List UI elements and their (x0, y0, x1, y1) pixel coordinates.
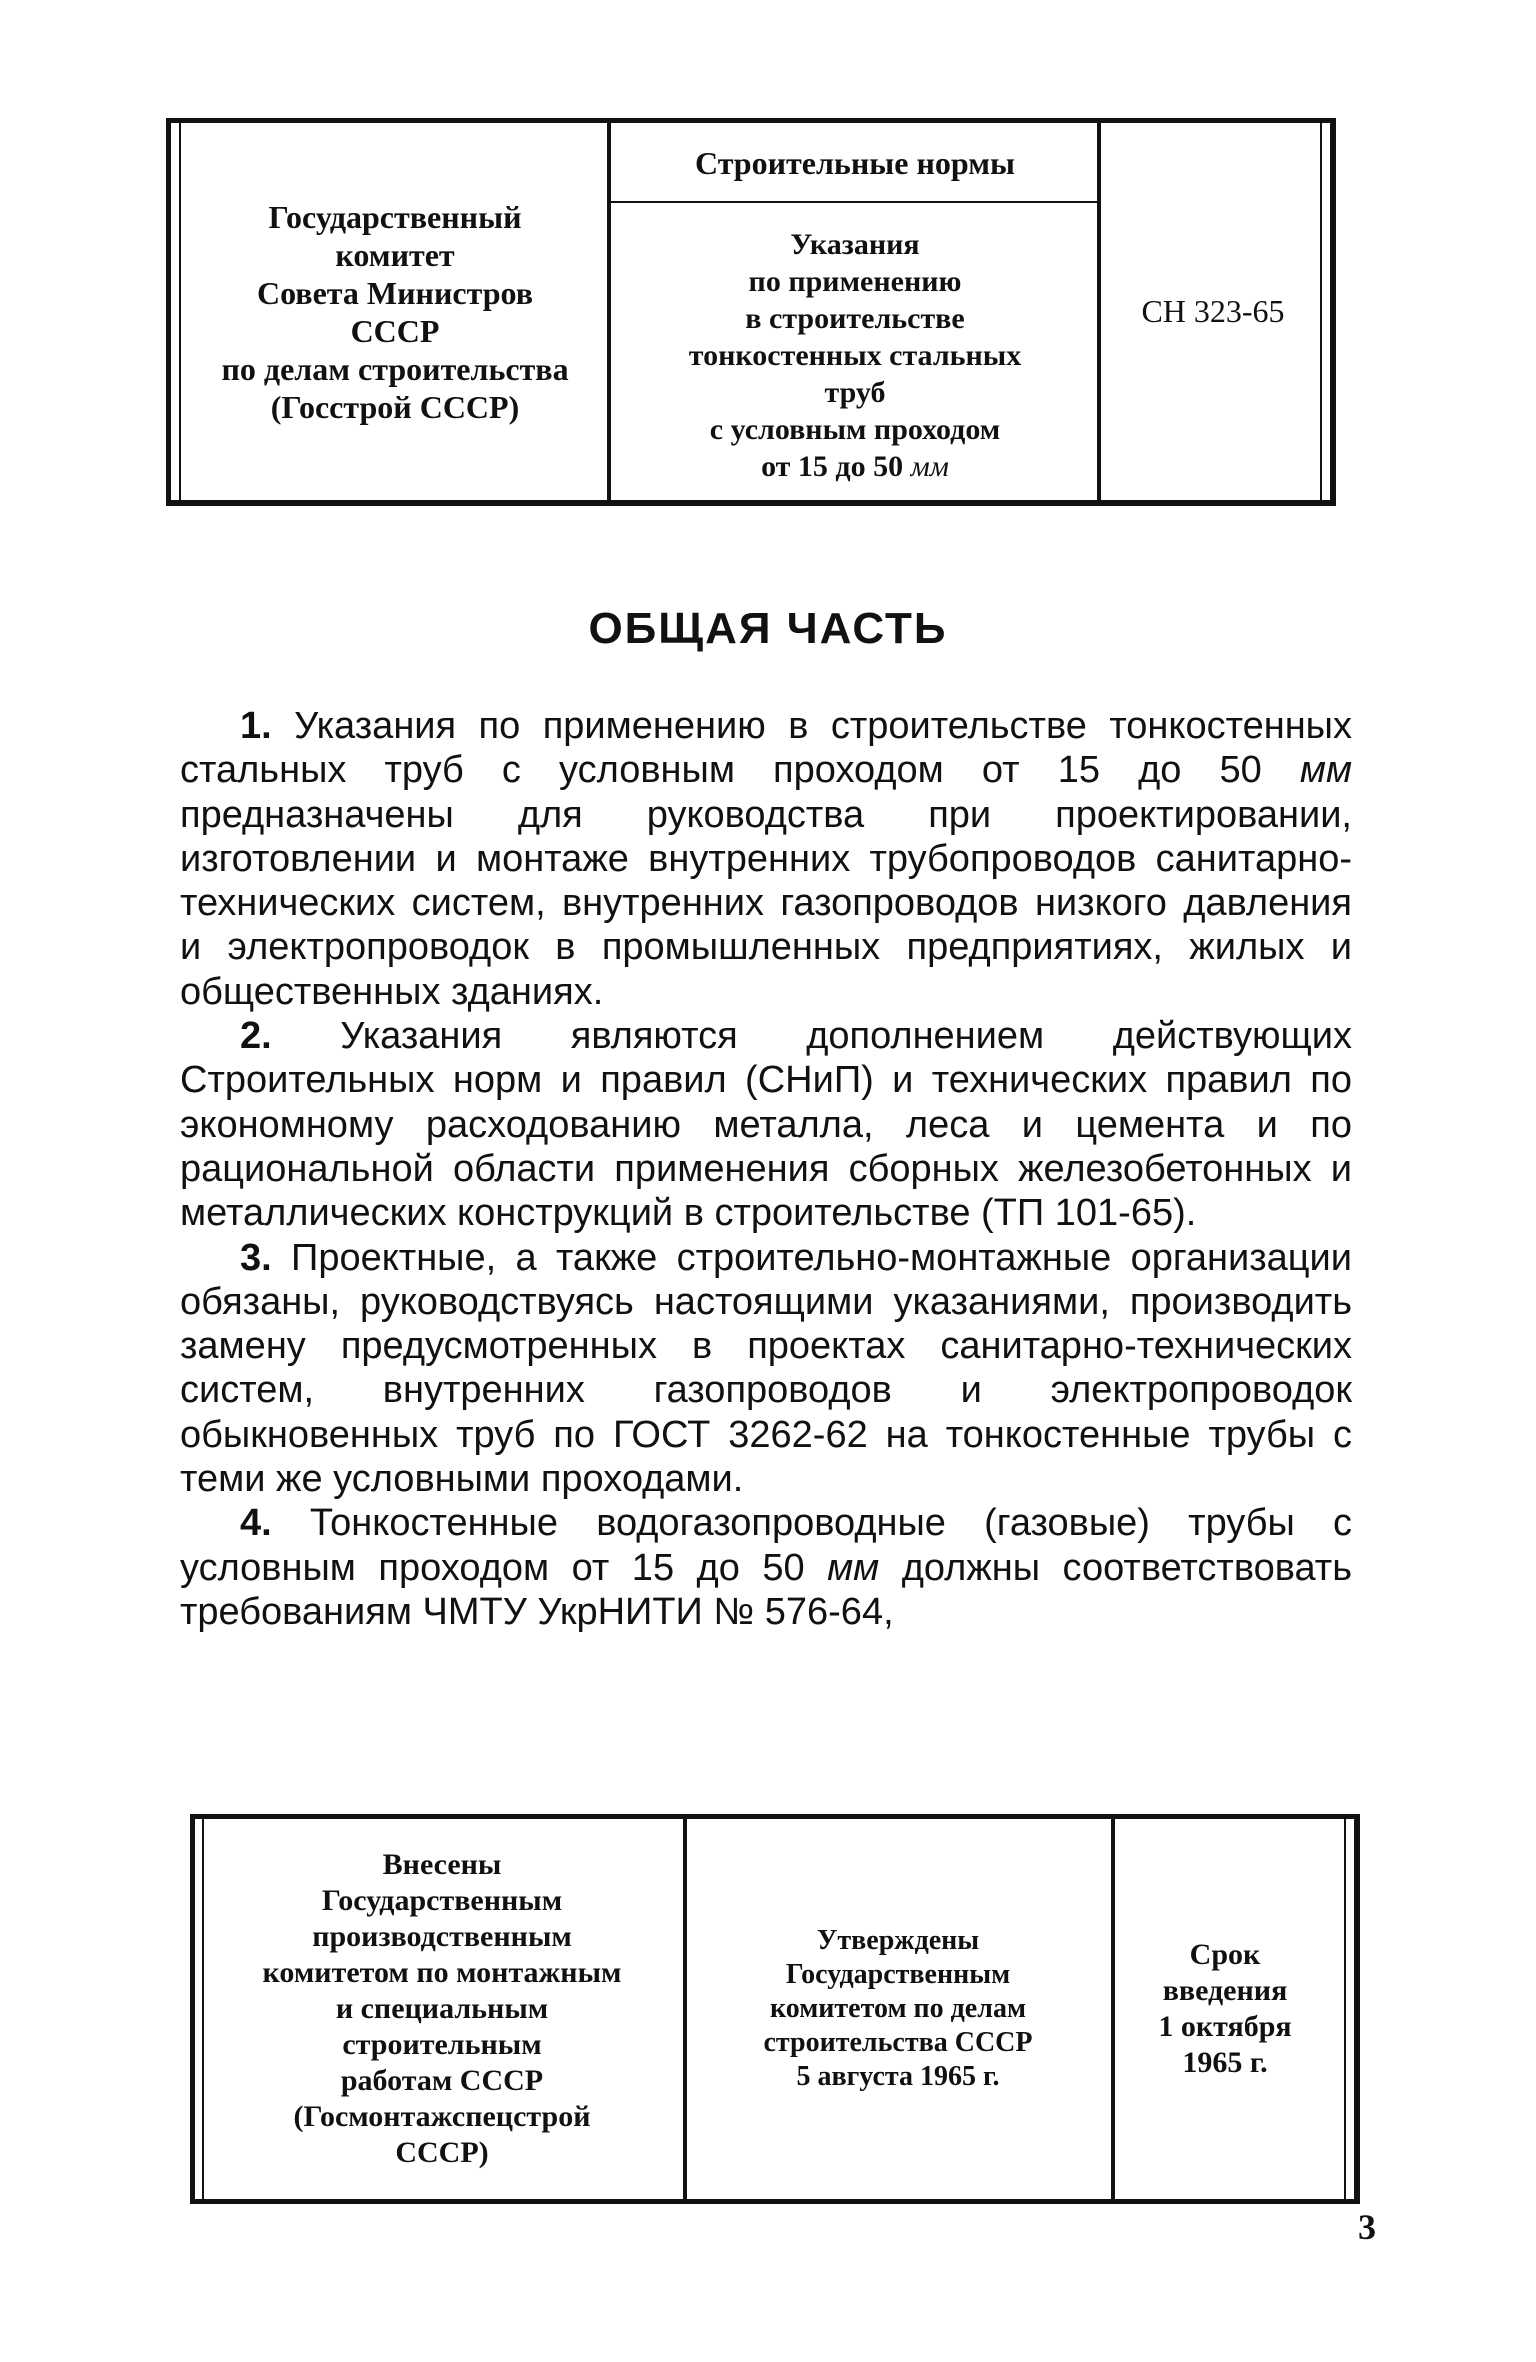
header-divider-2 (1097, 123, 1101, 500)
paragraph-2 (180, 1014, 1363, 1235)
footer-divider-1 (683, 1819, 687, 2199)
effective-date-cell (1115, 1819, 1335, 2199)
paragraph-unit: мм (1299, 749, 1352, 792)
submitted-line: Внесены (382, 1848, 502, 1881)
title-unit: мм (910, 449, 949, 483)
issuer-cell (185, 123, 605, 500)
approved-line: Утверждены (816, 1925, 980, 1956)
effective-line: 1 октября (1158, 2010, 1292, 2043)
paragraph-text: должны соответствовать требованиям ЧМТУ УкрНИТИ № 576-64, (180, 1546, 1363, 1633)
issuer-line: Совета Министров (256, 274, 533, 311)
title-line: в строительстве (745, 301, 965, 335)
issuer-line: Государственный (268, 198, 522, 235)
title-line: по применению (748, 264, 962, 298)
paragraph-number: 1. (240, 705, 272, 747)
issuer-line: СССР (350, 312, 440, 349)
title-line: труб (824, 375, 886, 409)
submitted-by-cell (207, 1819, 677, 2199)
submitted-line: СССР) (395, 2136, 489, 2169)
title-line: Указания (790, 227, 920, 261)
header-norms-underline (611, 201, 1097, 203)
body-text (180, 704, 1363, 1634)
paragraph-text: Проектные, а также строительно-монтажные организации обязаны, руководствуясь настоящими указаниями, производить замену предусмотренных в проектах санитарно-технических систем, внутренних газопроводов и электропроводок обыкновенных труб по ГОСТ 3262-62 на тонкостенные трубы с теми же условными проходами. (180, 1236, 1363, 1501)
page-number: 3 (1358, 2207, 1376, 2247)
effective-line: Срок (1189, 1938, 1261, 1971)
paragraph-1 (180, 704, 1363, 1014)
submitted-line: (Госмонтажспецстрой (293, 2100, 591, 2133)
approved-line: строительства СССР (763, 2027, 1033, 2058)
paragraph-text: Указания являются дополнением действующих Строительных норм и правил (СНиП) и технических правил по экономному расходованию металла, леса и цемента и по рациональной области применения сборных железобетонных и металлических конструкций в строительстве (ТП 101-65). (180, 1015, 1363, 1235)
submitted-line: Государственным (321, 1884, 563, 1917)
footer-table-inner-border-right (1344, 1819, 1346, 2199)
paragraph-number: 3. (240, 1236, 272, 1279)
norms-label: Строительные нормы (695, 144, 1015, 181)
submitted-line: и специальным (335, 1992, 549, 2025)
paragraph-number: 2. (240, 1015, 272, 1058)
header-table (166, 118, 1336, 506)
submitted-line: строительным (342, 2028, 542, 2061)
header-table-inner-border-left (179, 123, 181, 500)
issuer-line: комитет (335, 236, 455, 273)
issuer-line: (Госстрой СССР) (270, 388, 520, 425)
issuer-line: по делам строительства (221, 350, 569, 387)
title-line: с условным проходом (709, 412, 1001, 446)
paragraph-number: 4. (240, 1502, 272, 1545)
title-range: от 15 до 50 (761, 449, 911, 483)
paragraph-text: Тонкостенные водогазопроводные (газовые) трубы с условным проходом от 15 до 50 (180, 1502, 1363, 1589)
document-code: СН 323-65 (1141, 293, 1285, 329)
paragraph-4 (180, 1501, 1363, 1634)
approved-line: комитетом по делам (769, 1993, 1027, 2024)
effective-line: 1965 г. (1182, 2046, 1268, 2079)
submitted-line: комитетом по монтажным (262, 1956, 622, 1989)
footer-table-inner-border-left (202, 1819, 204, 2199)
submitted-line: производственным (312, 1920, 572, 1953)
section-heading: ОБЩАЯ ЧАСТЬ (588, 604, 948, 653)
paragraph-text: предназначены для руководства при проектировании, изготовлении и монтаже внутренних трубопроводов санитарно-технических систем, внутренних газопроводов низкого давления и электропроводок в промышленных предприятиях, жилых и общественных зданиях. (180, 749, 1363, 1013)
paragraph-text: Указания по применению в строительстве тонкостенных стальных труб с условным проходом от 15 до 50 (180, 705, 1363, 792)
paragraph-unit: мм (827, 1546, 880, 1589)
title-line: тонкостенных стальных (688, 338, 1022, 372)
approved-line: 5 августа 1965 г. (796, 2061, 1000, 2092)
header-divider-1 (607, 123, 611, 500)
title-line (761, 448, 949, 485)
document-title (615, 215, 1095, 495)
submitted-line: работам СССР (340, 2064, 544, 2097)
approved-line: Государственным (785, 1959, 1011, 1990)
approved-by-cell (691, 1819, 1105, 2199)
effective-line: введения (1162, 1974, 1288, 2007)
footer-table (190, 1814, 1360, 2204)
paragraph-3 (180, 1236, 1363, 1502)
